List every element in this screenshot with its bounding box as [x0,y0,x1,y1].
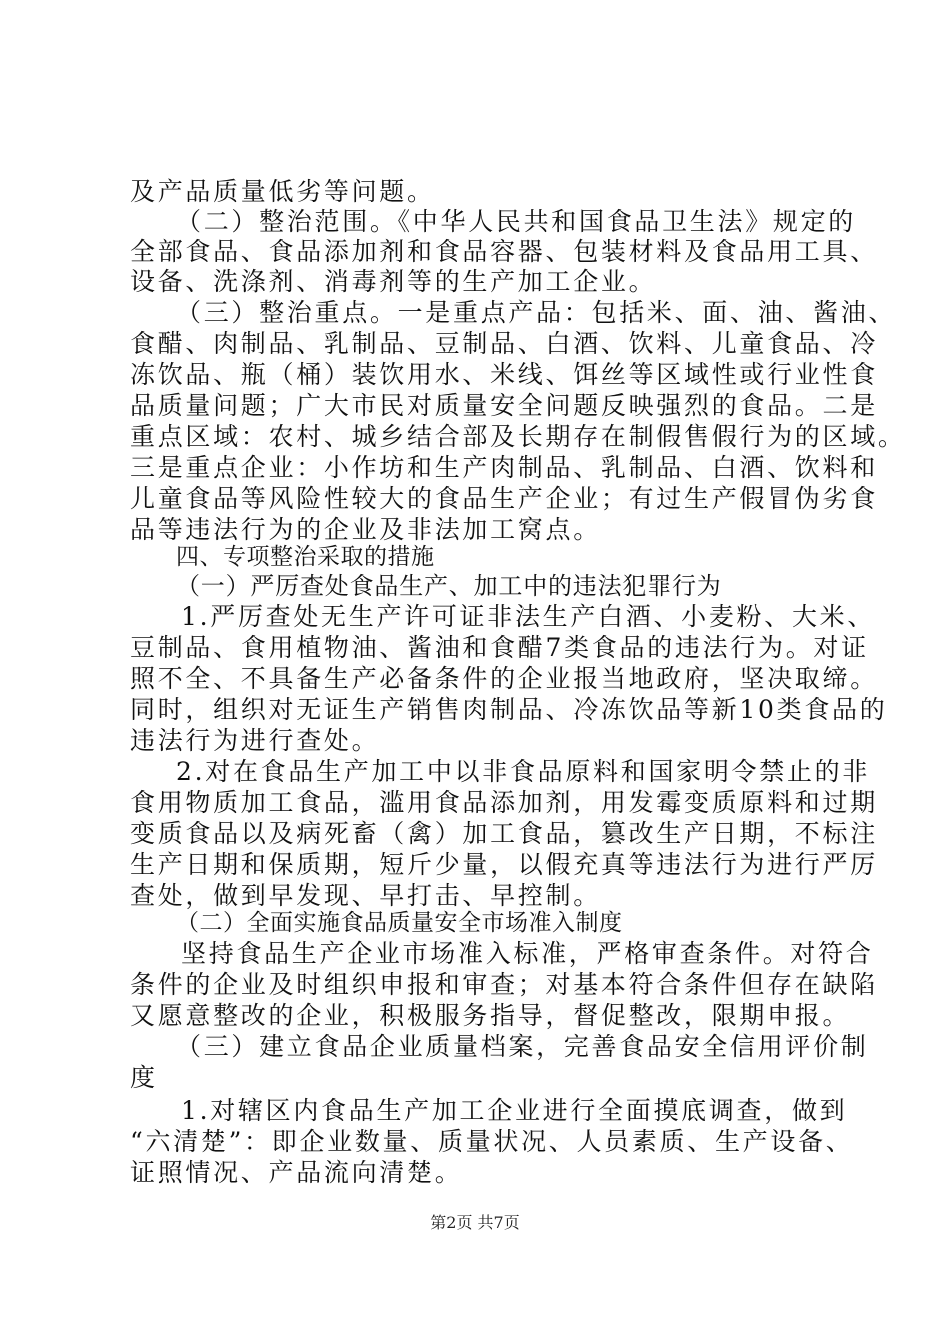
text-line: （三）整治重点。一是重点产品：包括米、面、油、酱油、 [176,298,897,327]
text-line: 品质量问题；广大市民对质量安全问题反映强烈的食品。二是 [130,391,878,420]
text-line: 查处，做到早发现、早打击、早控制。 [130,881,601,910]
text-line: 违法行为进行查处。 [130,726,380,755]
text-line: 2.对在食品生产加工中以非食品原料和国家明令禁止的非 [176,757,871,786]
subsection-heading: （三）建立食品企业质量档案，完善食品安全信用评价制 [176,1032,869,1061]
section-heading: 四、专项整治采取的措施 [176,544,435,570]
text-line: 1.严厉查处无生产许可证非法生产白酒、小麦粉、大米、 [181,602,876,631]
text-line: 条件的企业及时组织申报和审查；对基本符合条件但存在缺陷 [130,970,878,999]
text-line: 豆制品、食用植物油、酱油和食醋7类食品的违法行为。对证 [130,633,869,662]
subsection-heading: （二）全面实施食品质量安全市场准入制度 [176,910,623,936]
text-line: 又愿意整改的企业，积极服务指导，督促整改，限期申报。 [130,1001,851,1030]
text-line: “六清楚”：即企业数量、质量状况、人员素质、生产设备、 [130,1127,854,1156]
text-line: 度 [130,1063,158,1092]
text-line: 全部食品、食品添加剂和食品容器、包装材料及食品用工具、 [130,237,878,266]
text-line: 设备、洗涤剂、消毒剂等的生产加工企业。 [130,267,657,296]
page-number: 第2页 共7页 [430,1213,520,1232]
text-line: （二）整治范围。《中华人民共和国食品卫生法》规定的 [176,207,857,236]
text-line: 变质食品以及病死畜（禽）加工食品，篡改生产日期，不标注 [130,819,878,848]
text-line: 同时，组织对无证生产销售肉制品、冷冻饮品等新10类食品的 [130,695,888,724]
text-line: 坚持食品生产企业市场准入标准，严格审查条件。对符合 [181,939,874,968]
text-line: 品等违法行为的企业及非法加工窝点。 [130,515,601,544]
text-line: 生产日期和保质期，短斤少量，以假充真等违法行为进行严厉 [130,850,878,879]
text-line: 食醋、肉制品、乳制品、豆制品、白酒、饮料、儿童食品、冷 [130,329,878,358]
text-line: 照不全、不具备生产必备条件的企业报当地政府，坚决取缔。 [130,664,878,693]
text-line: 儿童食品等风险性较大的食品生产企业；有过生产假冒伪劣食 [130,484,878,513]
text-line: 重点区域：农村、城乡结合部及长期存在制假售假行为的区域。 [130,422,906,451]
text-line: 食用物质加工食品，滥用食品添加剂，用发霉变质原料和过期 [130,788,878,817]
page-footer [0,1213,950,1233]
text-line: 三是重点企业：小作坊和生产肉制品、乳制品、白酒、饮料和 [130,453,878,482]
text-line: 1.对辖区内食品生产加工企业进行全面摸底调查，做到 [181,1096,848,1125]
text-line: 冻饮品、瓶（桶）装饮用水、米线、饵丝等区域性或行业性食 [130,360,878,389]
text-line: 证照情况、产品流向清楚。 [130,1158,463,1187]
text-line: 及产品质量低劣等问题。 [130,177,435,206]
subsection-heading: （一）严厉查处食品生产、加工中的违法犯罪行为 [176,572,722,600]
